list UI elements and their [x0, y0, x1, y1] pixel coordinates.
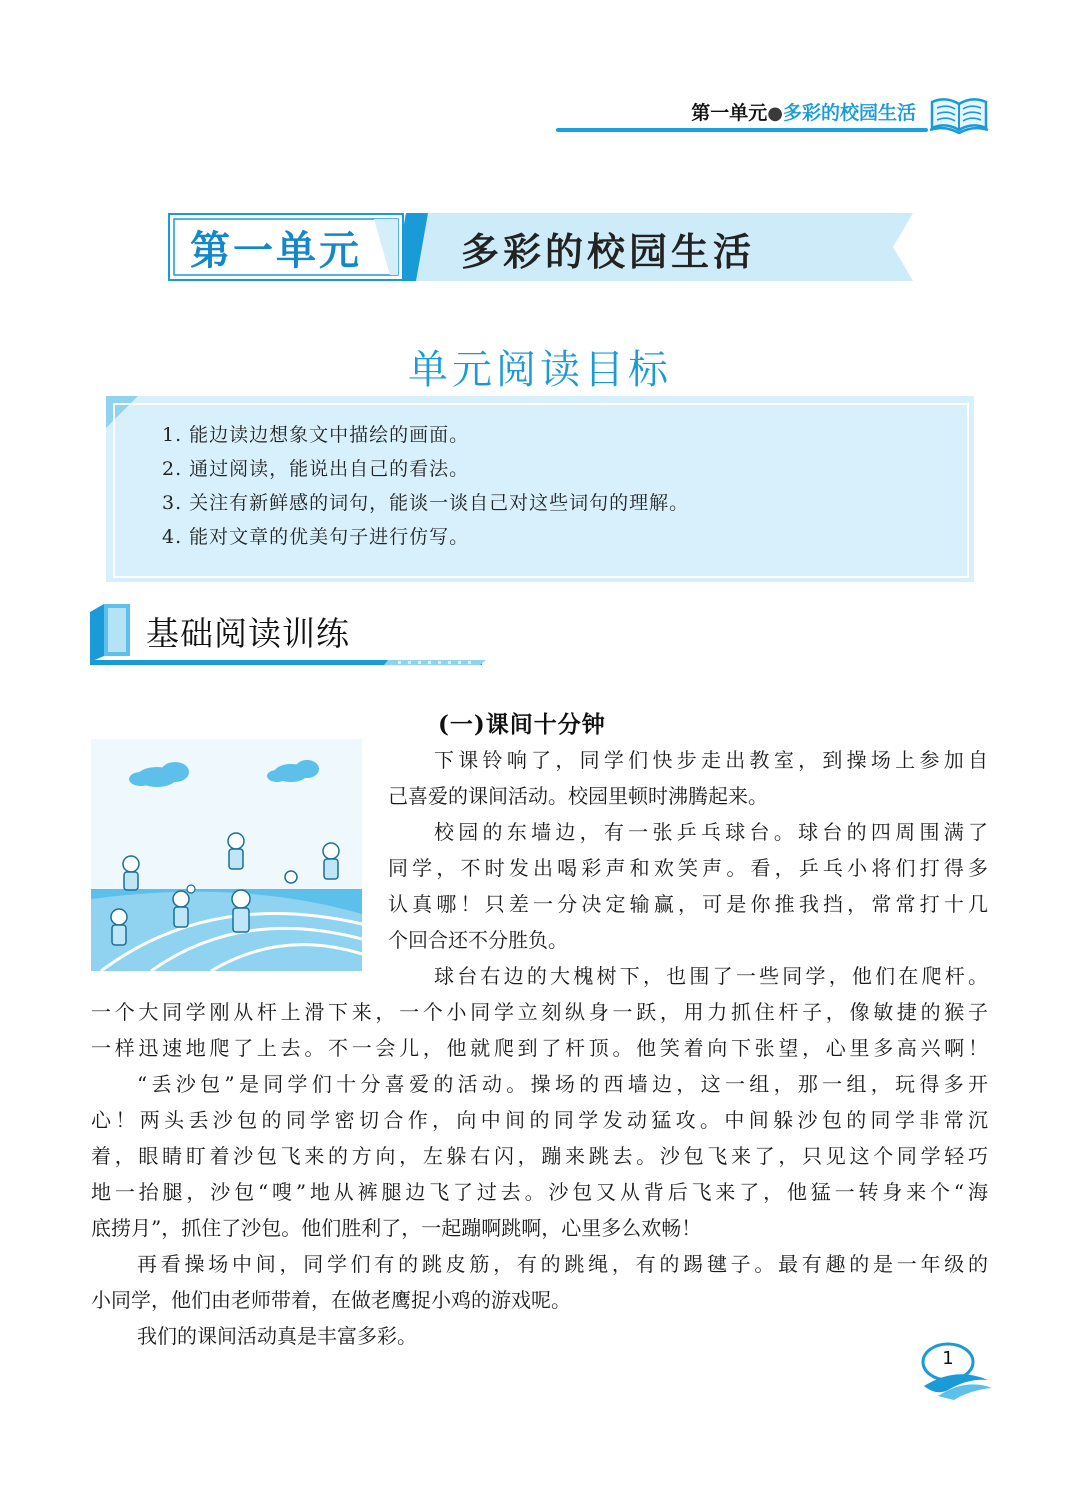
passage-line: 地一抬腿，沙包“嗖”地从裤腿边飞了过去。沙包又从背后飞来了，他猛一转身来个“海 — [91, 1180, 988, 1204]
passage-line — [91, 1066, 988, 1102]
unit-banner — [168, 213, 913, 281]
passage-line: 个回合还不分胜负。 — [388, 928, 568, 952]
page-number-area — [918, 1340, 994, 1404]
running-header-rule — [556, 128, 928, 132]
reading-goals-list — [162, 418, 689, 554]
passage-line — [388, 814, 988, 850]
running-header-unit: 第一单元 — [691, 102, 768, 124]
passage-line: 心！两头丢沙包的同学密切合作，向中间的同学发动猛攻。中间躲沙包的同学非常沉 — [91, 1108, 988, 1132]
passage-line: 底捞月”，抓住了沙包。他们胜利了，一起蹦啊跳啊，心里多么欢畅！ — [91, 1216, 702, 1240]
passage-line: 着，眼睛盯着沙包飞来的方向，左躲右闪，蹦来跳去。沙包飞来了，只见这个同学轻巧 — [91, 1144, 988, 1168]
unit-title: 多彩的校园生活 — [461, 229, 756, 274]
passage-line-text: 校园的东墙边，有一张乒乓球台。球台的四周围满了 — [434, 820, 988, 844]
running-header — [556, 92, 996, 142]
reading-goals-title: 单元阅读目标 — [408, 347, 672, 393]
running-header-separator: ● — [767, 103, 783, 124]
unit-number: 第一单元 — [190, 227, 362, 274]
passage-line: 己喜爱的课间活动。校园里顿时沸腾起来。 — [388, 784, 768, 808]
passage-line — [91, 1246, 988, 1282]
passage-line: 同学，不时发出喝彩声和欢笑声。看，乒乓小将们打得多 — [388, 856, 988, 880]
passage-line-text: 下课铃响了，同学们快步走出教室，到操场上参加自 — [434, 748, 988, 772]
reading-goal-item: 2. 通过阅读，能说出自己的看法。 — [162, 458, 470, 480]
passage-line — [388, 742, 988, 778]
reading-goal-item: 4. 能对文章的优美句子进行仿写。 — [162, 526, 470, 548]
section-header — [88, 600, 488, 666]
passage-line: 一个大同学刚从杆上滑下来，一个小同学立刻纵身一跃，用力抓住杆子，像敏捷的猴子 — [91, 1000, 988, 1024]
passage-line — [91, 1318, 988, 1354]
passage-line-text: 再看操场中间，同学们有的跳皮筋，有的跳绳，有的踢毽子。最有趣的是一年级的 — [137, 1252, 988, 1276]
open-book-icon — [928, 92, 990, 136]
passage-title: (一)课间十分钟 — [438, 711, 606, 738]
passage-line: 认真哪！只差一分决定输赢，可是你推我挡，常常打十几 — [388, 892, 988, 916]
reading-goal-item: 3. 关注有新鲜感的词句，能谈一谈自己对这些词句的理解。 — [162, 492, 690, 514]
passage-line-text: 我们的课间活动真是丰富多彩。 — [137, 1324, 417, 1348]
reading-goal-item: 1. 能边读边想象文中描绘的画面。 — [162, 424, 470, 446]
passage-line: 一样迅速地爬了上去。不一会儿，他就爬到了杆顶。他笑着向下张望，心里多高兴啊！ — [91, 1036, 988, 1060]
running-header-unit-name: 多彩的校园生活 — [782, 102, 916, 124]
passage-line-text: “丢沙包”是同学们十分喜爱的活动。操场的西墙边，这一组，那一组，玩得多开 — [137, 1072, 988, 1096]
passage-line-text: 球台右边的大槐树下，也围了一些同学，他们在爬杆。 — [434, 964, 988, 988]
page-number: 1 — [942, 1348, 954, 1369]
section-title: 基础阅读训练 — [146, 614, 350, 653]
children-playing-illustration — [91, 739, 362, 971]
running-header-text — [691, 98, 916, 125]
passage-line — [388, 958, 988, 994]
passage-line: 小同学，他们由老师带着，在做老鹰捉小鸡的游戏呢。 — [91, 1288, 571, 1312]
